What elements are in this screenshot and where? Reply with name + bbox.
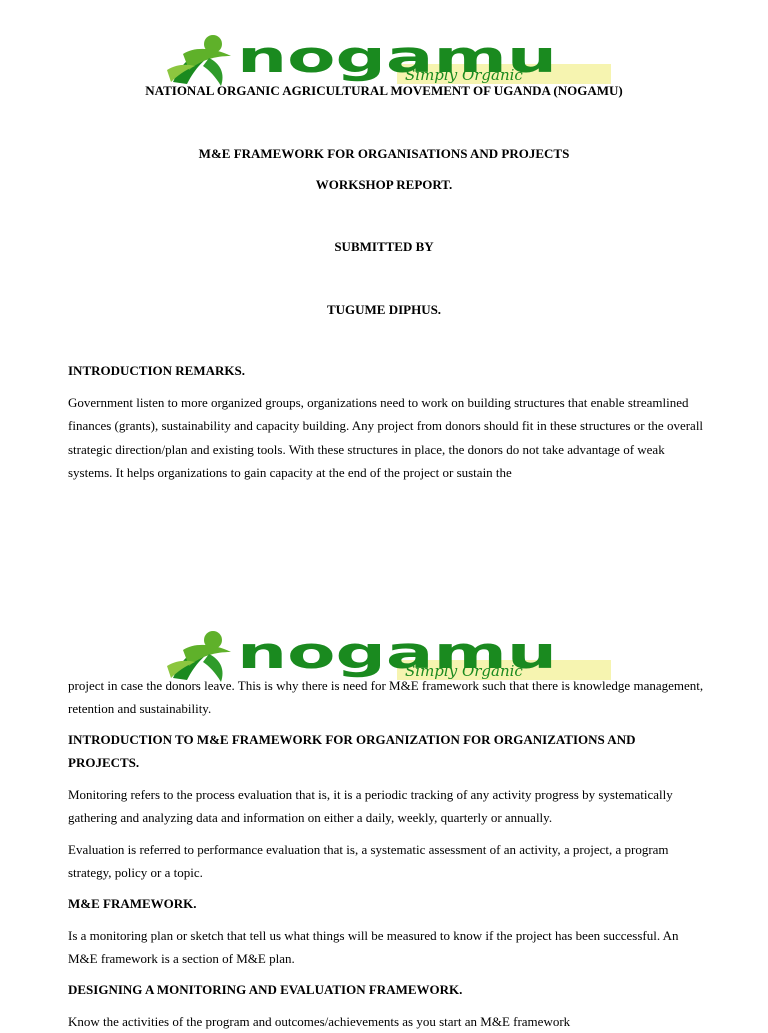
section-heading-intro-framework: INTRODUCTION TO M&E FRAMEWORK FOR ORGANIZATION FOR ORGANIZATIONS AND PROJECTS. bbox=[68, 732, 636, 770]
framework-definition: Is a monitoring plan or sketch that tell us what things will be measured to know if the project has been successful. An M&E framework is a section of M&E plan. bbox=[68, 928, 679, 967]
report-title: M&E FRAMEWORK FOR ORGANISATIONS AND PROJECTS bbox=[198, 146, 570, 161]
logo-tagline: Simply Organic bbox=[405, 66, 523, 84]
logo-wordmark: nogamu bbox=[237, 628, 557, 679]
author-name: TUGUME DIPHUS. bbox=[326, 302, 442, 317]
logo-wordmark: nogamu bbox=[237, 32, 557, 83]
continuation-paragraph: project in case the donors leave. This is why there is need for M&E framework such that there is knowledge management, retention and sustainability. bbox=[68, 678, 704, 717]
design-paragraph: Know the activities of the program and outcomes/achievements as you start an M&E framework bbox=[68, 1014, 571, 1029]
report-subtitle: WORKSHOP REPORT. bbox=[315, 177, 453, 192]
nogamu-logo bbox=[165, 30, 615, 88]
nogamu-logo-graphic bbox=[165, 30, 615, 88]
intro-heading: INTRODUCTION REMARKS. bbox=[68, 363, 245, 378]
section-heading-framework: M&E FRAMEWORK. bbox=[68, 896, 197, 911]
section-heading-designing: DESIGNING A MONITORING AND EVALUATION FRAMEWORK. bbox=[68, 982, 463, 997]
logo-tagline: Simply Organic bbox=[405, 662, 523, 680]
evaluation-paragraph: Evaluation is referred to performance evaluation that is, a systematic assessment of an activity, a project, a program strategy, policy or a topic. bbox=[68, 842, 669, 881]
page-2 bbox=[0, 610, 768, 1029]
monitoring-paragraph: Monitoring refers to the process evaluation that is, it is a periodic tracking of any activity progress by systematically gathering and analyzing data and information on either a daily, weekly, quarterly or annually. bbox=[68, 787, 673, 826]
leaf-person-icon bbox=[167, 35, 231, 86]
intro-paragraph: Government listen to more organized groups, organizations need to work on building structures that enable streamlined finances (grants), sustainability and capacity building. Any project from donors should fit in these structures or the overall strategic direction/plan and existing tools. With these structures in place, the donors do not take advantage of weak systems. It helps organizations to gain capacity at the end of the project or sustain the bbox=[68, 395, 704, 481]
org-name: NATIONAL ORGANIC AGRICULTURAL MOVEMENT OF UGANDA (NOGAMU) bbox=[145, 83, 623, 98]
submitted-by-label: SUBMITTED BY bbox=[334, 239, 434, 254]
